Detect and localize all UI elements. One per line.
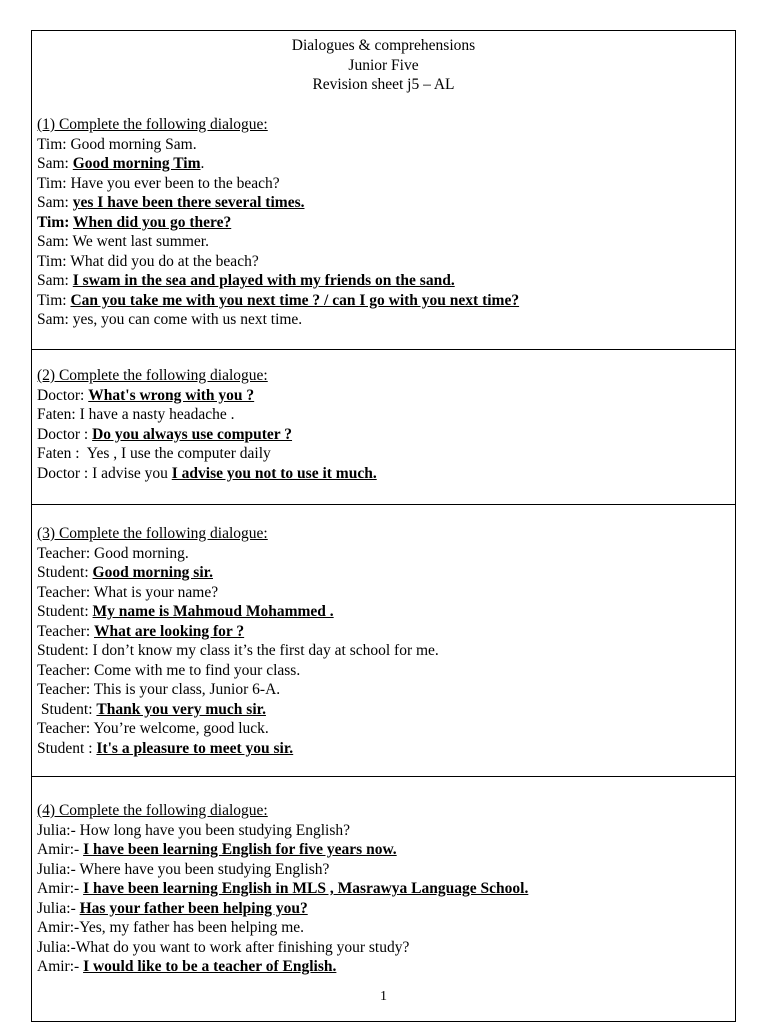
speaker-label: Student: xyxy=(37,642,93,659)
answer-text: yes I have been there several times. xyxy=(72,194,305,211)
section-heading: (4) Complete the following dialogue: xyxy=(37,802,268,819)
answer-text: I have been learning English in MLS , Masrawya Language School. xyxy=(83,880,529,897)
answer-text: When did you go there? xyxy=(73,213,232,231)
dialogue-line xyxy=(37,879,528,899)
document-header xyxy=(32,36,735,95)
section-divider xyxy=(32,349,735,350)
dialogue-line xyxy=(37,602,334,622)
speaker-label: Amir:- xyxy=(37,919,80,936)
dialogue-line xyxy=(37,641,439,661)
dialogue-line xyxy=(37,840,397,860)
speaker-label: Tim: xyxy=(37,291,71,309)
speaker-label: Student : xyxy=(37,739,97,757)
speaker-label: Amir:- xyxy=(37,880,84,897)
dialogue-line xyxy=(37,700,266,720)
dialogue-text: I don’t know my class it’s the first day at school for me. xyxy=(92,642,439,659)
section-divider xyxy=(32,504,735,505)
answer-text: What's wrong with you ? xyxy=(88,386,255,404)
speaker-label: Student: xyxy=(37,700,97,718)
dialogue-text: What do you want to work after finishing your study? xyxy=(75,938,410,956)
speaker-label: Teacher: xyxy=(37,622,94,640)
speaker-label: Sam: xyxy=(37,233,73,250)
answer-text: Good morning Tim xyxy=(72,155,201,172)
dialogue-line xyxy=(37,622,244,642)
section-heading: (3) Complete the following dialogue: xyxy=(37,525,268,542)
dialogue-line xyxy=(37,583,218,603)
answer-text: I swam in the sea and played with my friends on the sand. xyxy=(72,272,455,289)
dialogue-line xyxy=(37,444,271,464)
speaker-label: Sam: xyxy=(37,155,73,172)
section-divider xyxy=(32,776,735,777)
speaker-label: Doctor : xyxy=(37,464,93,482)
speaker-label: Julia:- xyxy=(37,860,80,878)
dialogue-line xyxy=(37,271,455,291)
dialogue-line xyxy=(37,821,350,841)
answer-text: I advise you not to use it much. xyxy=(171,464,377,482)
page-number: 1 xyxy=(380,989,387,1004)
dialogue-line xyxy=(37,193,304,213)
dialogue-line xyxy=(37,860,329,880)
dialogue-line xyxy=(37,154,204,174)
speaker-label: Tim: xyxy=(37,174,71,192)
dialogue-line xyxy=(37,213,231,233)
answer-text: Has your father been helping you? xyxy=(79,899,308,917)
dialogue-text: How long have you been studying English? xyxy=(79,821,350,839)
dialogue-line xyxy=(37,899,308,919)
speaker-label: Amir:- xyxy=(37,841,84,858)
dialogue-line xyxy=(37,232,209,252)
section-heading: (2) Complete the following dialogue: xyxy=(37,367,268,384)
speaker-label: Student: xyxy=(37,564,93,581)
speaker-label: Sam: xyxy=(37,311,73,328)
dialogue-line xyxy=(37,135,197,155)
worksheet-page xyxy=(31,30,736,1022)
document-title: Dialogues & comprehensions xyxy=(291,37,476,54)
dialogue-line xyxy=(37,425,292,445)
dialogue-line xyxy=(37,291,519,311)
dialogue-text: Come with me to find your class. xyxy=(94,661,301,679)
dialogue-text: Yes , I use the computer daily xyxy=(86,445,271,462)
dialogue-line xyxy=(37,680,280,700)
answer-punctuation: . xyxy=(200,155,205,172)
dialogue-line xyxy=(37,719,269,739)
dialogue-text: Good morning. xyxy=(94,544,189,562)
dialogue-line xyxy=(37,918,304,938)
speaker-label: Tim: xyxy=(37,213,74,231)
dialogue-line xyxy=(37,563,213,583)
dialogue-line xyxy=(37,464,377,484)
answer-text: Good morning sir. xyxy=(92,564,213,581)
dialogue-text: What did you do at the beach? xyxy=(70,252,259,270)
dialogue-text: Have you ever been to the beach? xyxy=(70,174,280,192)
dialogue-text: We went last summer. xyxy=(72,233,209,250)
dialogue-text: This is your class, Junior 6-A. xyxy=(93,681,281,698)
dialogue-line xyxy=(37,661,300,681)
answer-text: What are looking for ? xyxy=(94,622,245,640)
speaker-label: Faten: xyxy=(37,406,80,423)
answer-text: It's a pleasure to meet you sir. xyxy=(96,739,294,757)
answer-text: My name is Mahmoud Mohammed . xyxy=(92,603,334,620)
dialogue-text: You’re welcome, good luck. xyxy=(93,720,269,737)
speaker-label: Teacher: xyxy=(37,544,94,562)
document-sheet-name: Revision sheet j5 – AL xyxy=(312,76,455,93)
answer-text: I have been learning English for five years now. xyxy=(83,841,397,858)
dialogue-text: yes, you can come with us next time. xyxy=(72,311,303,328)
dialogue-text: Yes, my father has been helping me. xyxy=(79,919,305,936)
answer-text: Can you take me with you next time ? / can I go with you next time? xyxy=(70,291,520,309)
speaker-label: Tim: xyxy=(37,135,71,153)
dialogue-line xyxy=(37,174,280,194)
speaker-label: Sam: xyxy=(37,272,73,289)
speaker-label: Teacher: xyxy=(37,720,94,737)
dialogue-text: Where have you been studying English? xyxy=(79,860,330,878)
dialogue-line xyxy=(37,544,189,564)
dialogue-line xyxy=(37,252,259,272)
answer-text: Thank you very much sir. xyxy=(96,700,266,718)
speaker-label: Amir:- xyxy=(37,958,84,975)
dialogue-line xyxy=(37,957,336,977)
speaker-label: Teacher: xyxy=(37,583,94,601)
dialogue-text: What is your name? xyxy=(93,583,219,601)
speaker-label: Julia:- xyxy=(37,821,80,839)
speaker-label: Tim: xyxy=(37,252,71,270)
speaker-label: Student: xyxy=(37,603,93,620)
speaker-label: Faten : xyxy=(37,445,87,462)
dialogue-line xyxy=(37,310,302,330)
dialogue-line xyxy=(37,405,235,425)
section-heading: (1) Complete the following dialogue: xyxy=(37,116,268,133)
dialogue-line xyxy=(37,386,254,406)
speaker-label: Sam: xyxy=(37,194,73,211)
speaker-label: Teacher: xyxy=(37,661,94,679)
answer-text: Do you always use computer ? xyxy=(92,425,293,443)
dialogue-text: I have a nasty headache . xyxy=(79,406,235,423)
speaker-label: Teacher: xyxy=(37,681,94,698)
speaker-label: Doctor : xyxy=(37,425,93,443)
dialogue-text: Good morning Sam. xyxy=(70,135,197,153)
dialogue-line xyxy=(37,739,293,759)
speaker-label: Doctor: xyxy=(37,386,89,404)
speaker-label: Julia:- xyxy=(37,938,76,956)
dialogue-text: I advise you xyxy=(92,464,172,482)
dialogue-line xyxy=(37,938,409,958)
document-level: Junior Five xyxy=(348,56,419,74)
answer-text: I would like to be a teacher of English. xyxy=(83,958,337,975)
speaker-label: Julia:- xyxy=(37,899,80,917)
